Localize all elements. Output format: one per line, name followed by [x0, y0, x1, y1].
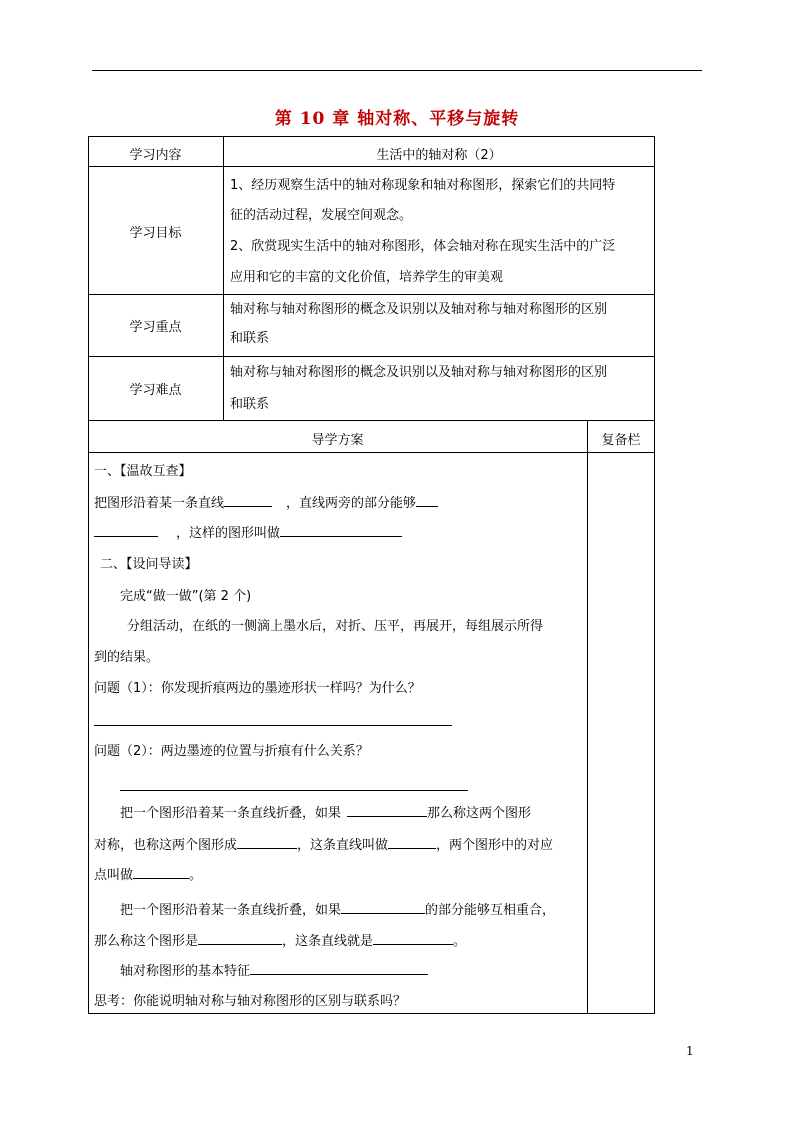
answer-blank[interactable]: [198, 930, 282, 945]
content-label: 学习内容: [129, 148, 182, 163]
definition-line: [94, 864, 202, 883]
table-row-divider: [88, 166, 655, 167]
activity-text: 到的结果。: [94, 650, 160, 665]
answer-blank[interactable]: [224, 492, 272, 507]
answer-blank[interactable]: [373, 930, 453, 945]
goal-text: 应用和它的丰富的文化价值，培养学生的审美观: [230, 270, 504, 285]
feature-line: [120, 960, 428, 979]
goals-label: 学习目标: [129, 226, 182, 241]
answer-blank[interactable]: [341, 899, 425, 914]
think-question: 思考：你能说明轴对称与轴对称图形的区别与联系吗？: [94, 994, 407, 1009]
fill-in-text: ，直线两旁的部分能够: [286, 496, 417, 511]
answer-blank[interactable]: [237, 834, 297, 849]
definition-text: 那么称这个图形是: [94, 934, 199, 949]
task-text: 完成“做一做”(第 2 个): [120, 589, 252, 604]
section-heading: 一、【温故互查】: [94, 464, 192, 479]
definition-text: 点叫做: [94, 868, 134, 883]
guide-header: 导学方案: [311, 433, 364, 448]
table-row-divider: [88, 420, 655, 421]
table-row-divider: [88, 452, 655, 453]
definition-text: ，两个图形中的对应: [436, 838, 554, 853]
question-text: 问题（2）：两边墨迹的位置与折痕有什么关系？: [94, 744, 369, 759]
definition-text: 那么称这两个图形: [427, 806, 532, 821]
focus-text: 轴对称与轴对称图形的概念及识别以及轴对称与轴对称图形的区别: [230, 302, 608, 317]
definition-line: [94, 930, 466, 949]
answer-blank[interactable]: [416, 492, 438, 507]
fill-in-line: [94, 492, 438, 511]
feature-text: 轴对称图形的基本特征: [120, 964, 251, 979]
difficulty-text: 轴对称与轴对称图形的概念及识别以及轴对称与轴对称图形的区别: [230, 365, 608, 380]
answer-blank[interactable]: [94, 522, 158, 537]
difficulty-text: 和联系: [230, 397, 270, 412]
definition-text: ，这条直线就是: [282, 934, 374, 949]
goal-text: 征的活动过程，发展空间观念。: [230, 208, 413, 223]
answer-blank[interactable]: [280, 522, 402, 537]
fill-in-line: [94, 522, 402, 541]
answer-blank[interactable]: [347, 802, 427, 817]
definition-text: 的部分能够互相重合，: [425, 903, 556, 918]
chapter-title: 第 10 章 轴对称、平移与旋转: [274, 109, 520, 129]
definition-text: 。: [453, 934, 467, 949]
table-column-divider: [223, 136, 224, 420]
answer-blank[interactable]: [388, 834, 436, 849]
definition-text: 把一个图形沿着某一条直线折叠，如果: [120, 903, 342, 918]
activity-text: 分组活动，在纸的一侧滴上墨水后，对折、压平，再展开，每组展示所得: [127, 619, 544, 634]
answer-blank[interactable]: [250, 960, 428, 975]
answer-line[interactable]: [94, 725, 452, 726]
definition-text: 对称，也称这两个图形成: [94, 838, 238, 853]
goal-text: 2、欣赏现实生活中的轴对称图形，体会轴对称在现实生活中的广泛: [230, 239, 616, 254]
question-text: 问题（1）：你发现折痕两边的墨迹形状一样吗？为什么？: [94, 681, 421, 696]
content-value: 生活中的轴对称（2）: [376, 148, 502, 163]
definition-text: 把一个图形沿着某一条直线折叠，如果: [120, 806, 342, 821]
answer-blank[interactable]: [133, 864, 189, 879]
page-number: 1: [686, 1044, 694, 1058]
review-header: 复备栏: [601, 433, 641, 448]
difficulty-label: 学习难点: [129, 383, 182, 398]
answer-line[interactable]: [120, 790, 468, 791]
focus-label: 学习重点: [129, 320, 182, 335]
goal-text: 1、经历观察生活中的轴对称现象和轴对称图形，探索它们的共同特: [230, 178, 616, 193]
header-rule: [92, 70, 702, 71]
definition-line: [120, 899, 555, 918]
definition-line: [94, 834, 553, 853]
fill-in-text: 把图形沿着某一条直线: [94, 496, 225, 511]
fill-in-text: ，这样的图形叫做: [176, 526, 281, 541]
definition-text: 。: [189, 868, 203, 883]
focus-text: 和联系: [230, 331, 270, 346]
definition-text: ，这条直线叫做: [297, 838, 389, 853]
table-column-divider: [587, 420, 588, 1014]
section-heading: 二、【设问导读】: [100, 557, 198, 572]
definition-line: [120, 802, 531, 821]
